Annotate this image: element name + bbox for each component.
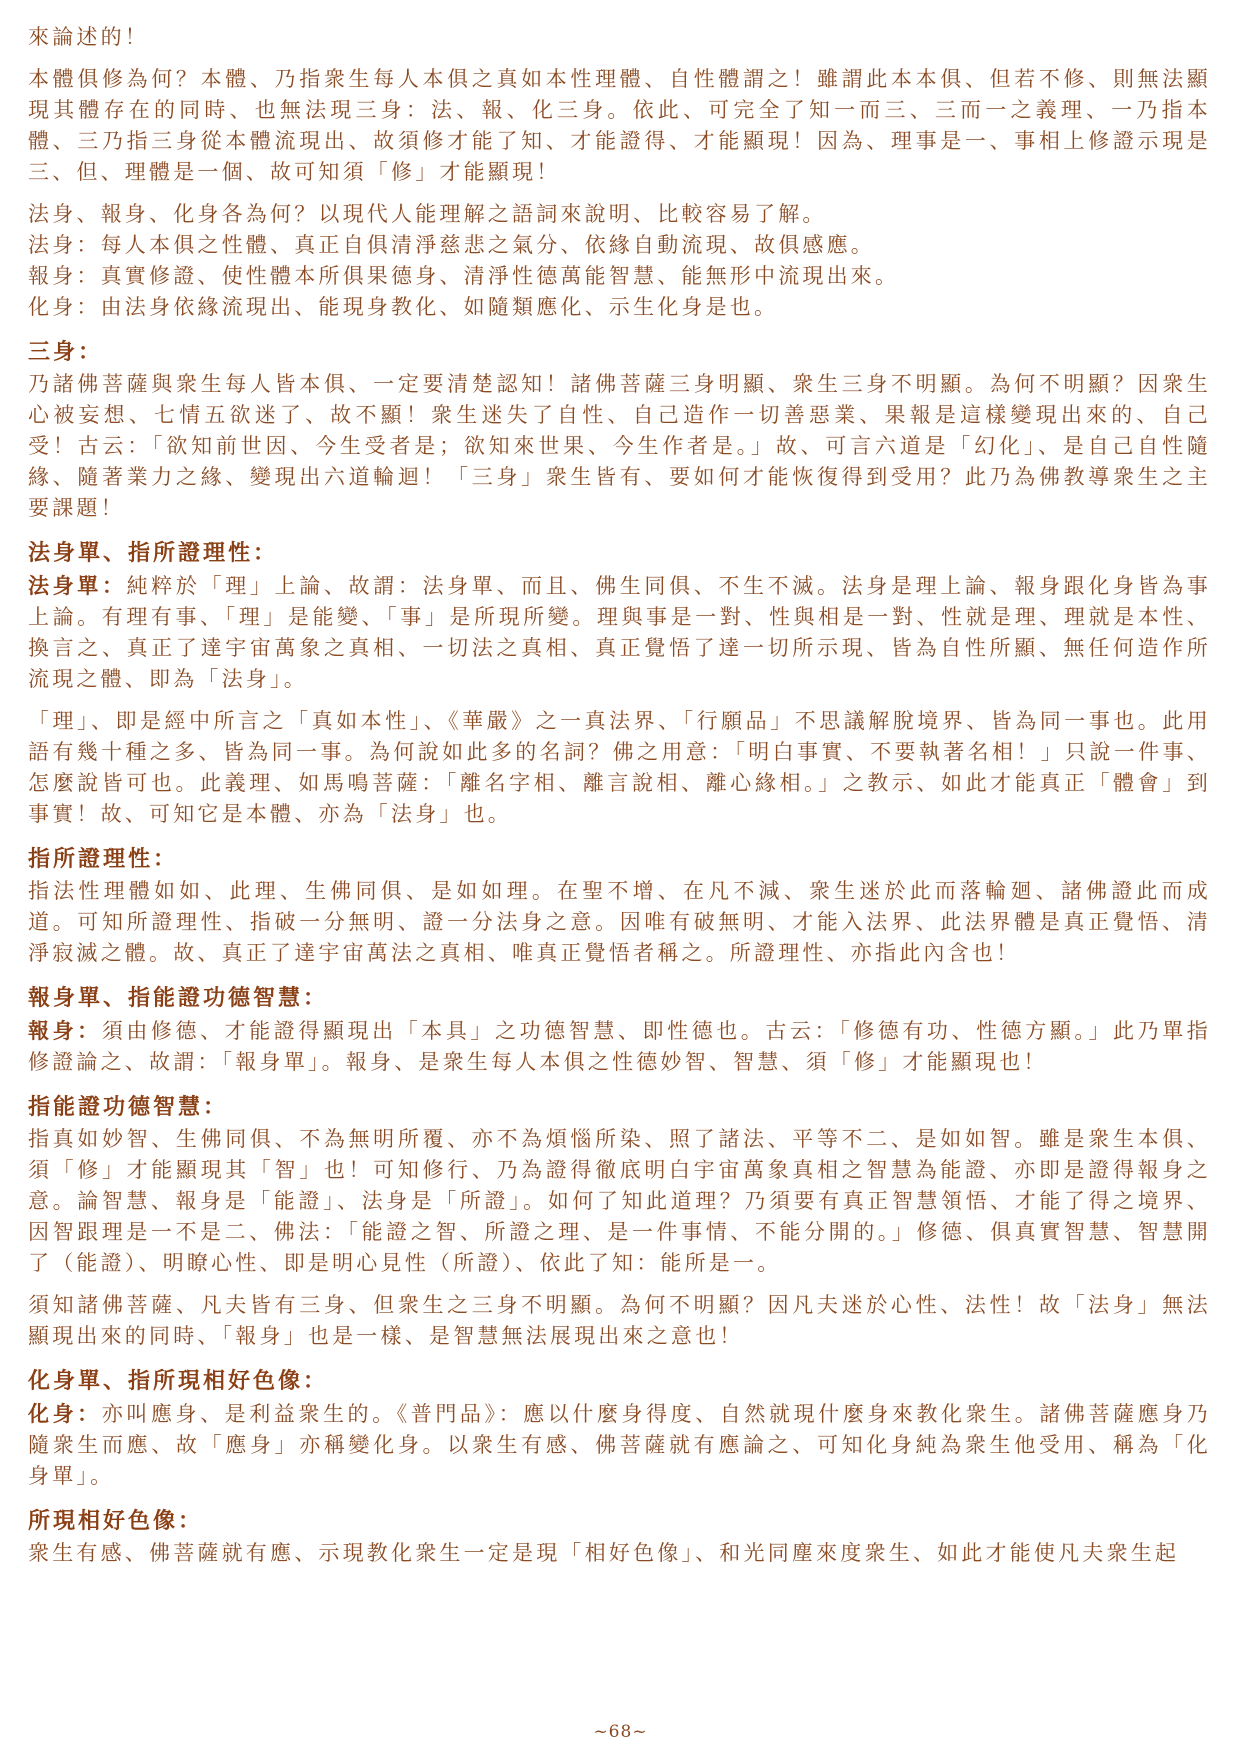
definition-intro: 法身、報身、化身各為何？以現代人能理解之語詞來說明、比較容易了解。 [28,202,827,226]
text-huashen: 亦叫應身、是利益衆生的。《普門品》：應以什麼身得度、自然就現什麼身來教化衆生。諸佛菩薩應身乃隨衆生而應、故「應身」亦稱變化身。以衆生有感、佛菩薩就有應論之、可知化身純為衆生他受用、稱為「化身單」。 [28,1402,1211,1488]
lead-huashen: 化身： [28,1401,102,1426]
paragraph-zhi-neng-zheng: 指真如妙智、生佛同俱、不為無明所覆、亦不為煩惱所染、照了諸法、平等不二、是如如智。雖是衆生本俱、須「修」才能顯現其「智」也！可知修行、乃為證得徹底明白宇宙萬象真相之智慧為能證、亦即是證得報身之意。論智慧、報身是「能證」、法身是「所證」。如何了知此道理？乃須要有真正智慧領悟、才能了得之境界、因智跟理是一不是二、佛法：「能證之智、所證之理、是一件事情、不能分開的。」修德、俱真實智慧、智慧開了（能證）、明瞭心性、即是明心見性（所證）、依此了知：能所是一。 [28,1127,1211,1275]
text-fashen-dan: 純粹於「理」上論、故謂：法身單、而且、佛生同俱、不生不滅。法身是理上論、報身跟化身皆為事上論。有理有事、「理」是能變、「事」是所現所變。理與事是一對、性與相是一對、性就是理、理就是本性、換言之、真正了達宇宙萬象之真相、一切法之真相、真正覺悟了達一切所示現、皆為自性所顯、無任何造作所流現之體、即為「法身」。 [28,574,1211,691]
paragraph-benti: 本體俱修為何？本體、乃指衆生每人本俱之真如本性理體、自性體謂之！雖謂此本本俱、但若不修、則無法顯現其體存在的同時、也無法現三身：法、報、化三身。依此、可完全了知一而三、三而一之義理、一乃指本體、三乃指三身從本體流現出、故須修才能了知、才能證得、才能顯現！因為、理事是一、事相上修證示現是三、但、理體是一個、故可知須「修」才能顯現！ [28,67,1211,184]
heading-suo-xian: 所現相好色像： [28,1508,204,1534]
paragraph-sanshen-note: 須知諸佛菩薩、凡夫皆有三身、但衆生之三身不明顯。為何不明顯？因凡夫迷於心性、法性！故「法身」無法顯現出來的同時、「報身」也是一樣、是智慧無法展現出來之意也！ [28,1293,1211,1348]
paragraph-li: 「理」、即是經中所言之「真如本性」、《華嚴》之一真法界、「行願品」不思議解脫境界、皆為同一事也。此用語有幾十種之多、皆為同一事。為何說如此多的名詞？佛之用意：「明白事實、不要執著名相！」只說一件事、怎麼說皆可也。此義理、如馬鳴菩薩：「離名字相、離言說相、離心緣相。」之教示、如此才能真正「體會」到事實！故、可知它是本體、亦為「法身」也。 [28,709,1211,826]
three-bodies-definitions [28,199,1211,323]
paragraph-huashen-dan [28,1398,1211,1492]
definition-huashen: 化身：由法身依緣流現出、能現身教化、如隨類應化、示生化身是也。 [28,295,779,319]
page-number: ~68~ [593,1722,648,1742]
definition-baoshen: 報身：真實修證、使性體本所俱果德身、清淨性德萬能智慧、能無形中流現出來。 [28,264,900,288]
definition-fashen: 法身：每人本俱之性體、真正自俱清淨慈悲之氣分、依緣自動流現、故俱感應。 [28,233,875,257]
lead-baoshen: 報身： [28,1018,102,1043]
heading-fashen-dan: 法身單、指所證理性： [28,540,279,566]
heading-baoshen-dan: 報身單、指能證功德智慧： [28,985,329,1011]
paragraph-fashen-dan [28,570,1211,695]
paragraph-suo-xian: 衆生有感、佛菩薩就有應、示現教化衆生一定是現「相好色像」、和光同塵來度衆生、如此才能使凡夫衆生起 [28,1541,1180,1565]
heading-sanshen: 三身： [28,339,104,365]
intro-line: 來論述的！ [28,25,149,49]
heading-zhi-suo-zheng: 指所證理性： [28,846,179,872]
paragraph-sanshen: 乃諸佛菩薩與衆生每人皆本俱、一定要清楚認知！諸佛菩薩三身明顯、衆生三身不明顯。為何不明顯？因衆生心被妄想、七情五欲迷了、故不顯！衆生迷失了自性、自己造作一切善惡業、果報是這樣變現出來的、自己受！古云：「欲知前世因、今生受者是；欲知來世果、今生作者是。」故、可言六道是「幻化」、是自己自性隨緣、隨著業力之緣、變現出六道輪迴！「三身」衆生皆有、要如何才能恢復得到受用？此乃為佛教導衆生之主要課題！ [28,372,1211,520]
heading-zhi-neng-zheng: 指能證功德智慧： [28,1094,229,1120]
text-baoshen: 須由修德、才能證得顯現出「本具」之功德智慧、即性德也。古云：「修德有功、性德方顯。」此乃單指修證論之、故謂：「報身單」。報身、是衆生每人本俱之性德妙智、智慧、須「修」才能顯現也！ [28,1019,1211,1074]
paragraph-zhi-suo-zheng: 指法性理體如如、此理、生佛同俱、是如如理。在聖不增、在凡不減、衆生迷於此而落輪廻、諸佛證此而成道。可知所證理性、指破一分無明、證一分法身之意。因唯有破無明、才能入法界、此法界體是真正覺悟、清淨寂滅之體。故、真正了達宇宙萬法之真相、唯真正覺悟者稱之。所證理性、亦指此內含也！ [28,879,1211,965]
heading-huashen-dan: 化身單、指所現相好色像： [28,1368,329,1394]
paragraph-baoshen-dan [28,1015,1211,1078]
lead-fashen-dan: 法身單： [28,573,127,598]
